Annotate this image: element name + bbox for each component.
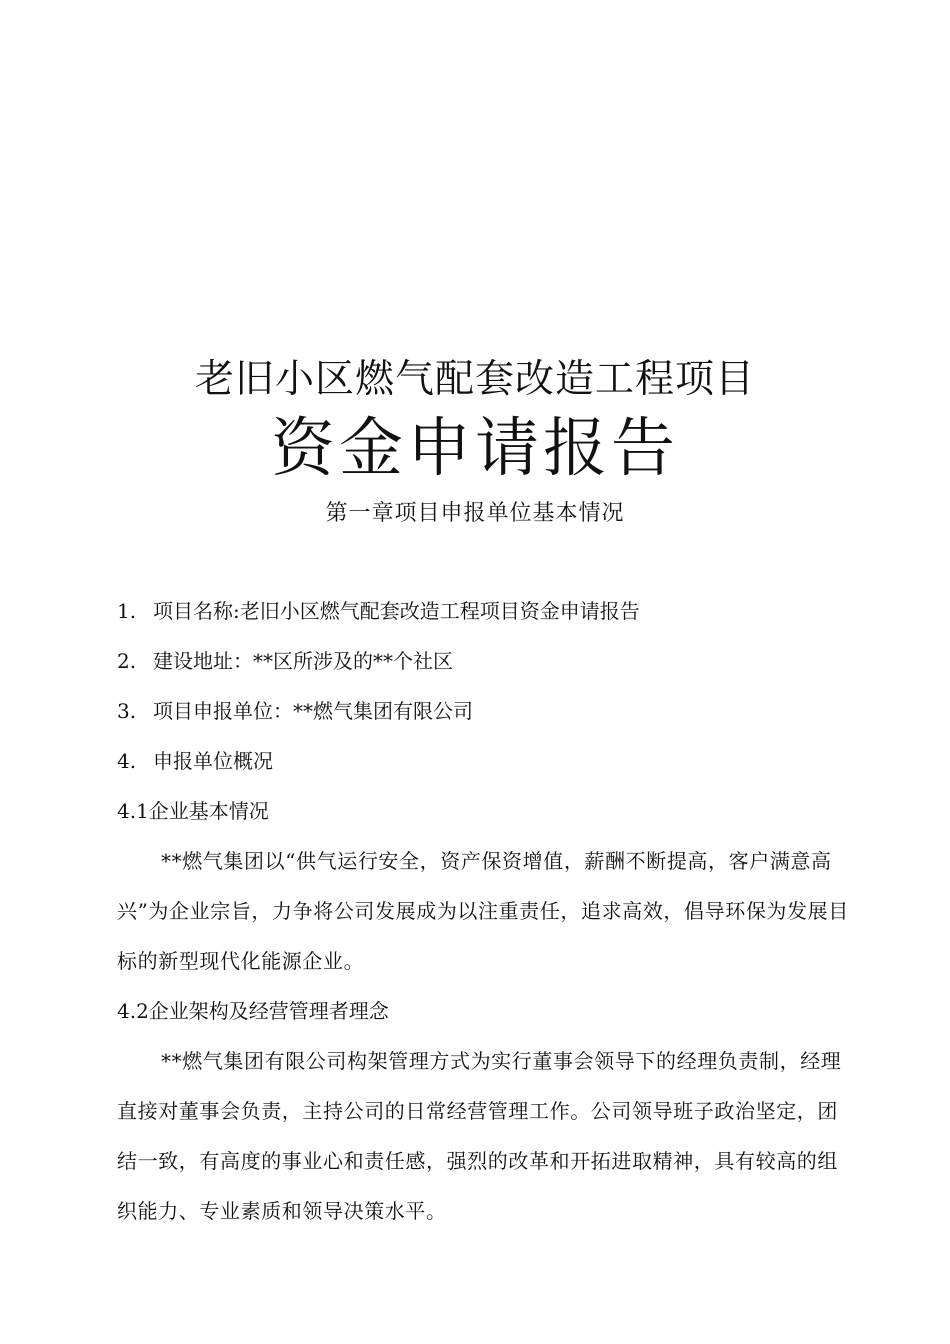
list-item (117, 636, 857, 686)
list-item-number: 1. (117, 599, 137, 623)
list-item (117, 586, 857, 636)
list-item (117, 736, 857, 786)
list-item-number: 2. (117, 649, 137, 673)
list-item-text: 项目申报单位：**燃气集团有限公司 (153, 699, 473, 723)
chapter-heading: 第一章项目申报单位基本情况 (325, 501, 625, 526)
section-paragraph: **燃气集团有限公司构架管理方式为实行董事会领导下的经理负责制，经理直接对董事会负责，主持公司的日常经营管理工作。公司领导班子政治坚定，团结一致，有高度的事业心和责任感，强烈的改革和开拓进取精神，具有较高的组织能力、专业素质和领导决策水平。 (117, 1049, 842, 1223)
section-heading: 4.2企业架构及经营管理者理念 (117, 999, 389, 1023)
list-item-number: 4. (117, 749, 137, 773)
list-item-text: 项目名称:老旧小区燃气配套改造工程项目资金申请报告 (153, 599, 640, 623)
list-item-number: 3. (117, 699, 137, 723)
section-paragraph: **燃气集团以“供气运行安全，资产保资增值，薪酬不断提高，客户满意高兴”为企业宗旨，力争将公司发展成为以注重责任，追求高效，倡导环保为发展目标的新型现代化能源企业。 (117, 849, 849, 973)
document-body (117, 586, 857, 1236)
title-block (0, 352, 950, 534)
list-item (117, 686, 857, 736)
document-title: 老旧小区燃气配套改造工程项目 (194, 357, 755, 402)
list-item-text: 建设地址：**区所涉及的**个社区 (153, 649, 453, 673)
section-heading: 4.1企业基本情况 (117, 799, 269, 823)
document-subtitle: 资金申请报告 (271, 412, 679, 486)
list-item-text: 申报单位概况 (153, 749, 273, 773)
